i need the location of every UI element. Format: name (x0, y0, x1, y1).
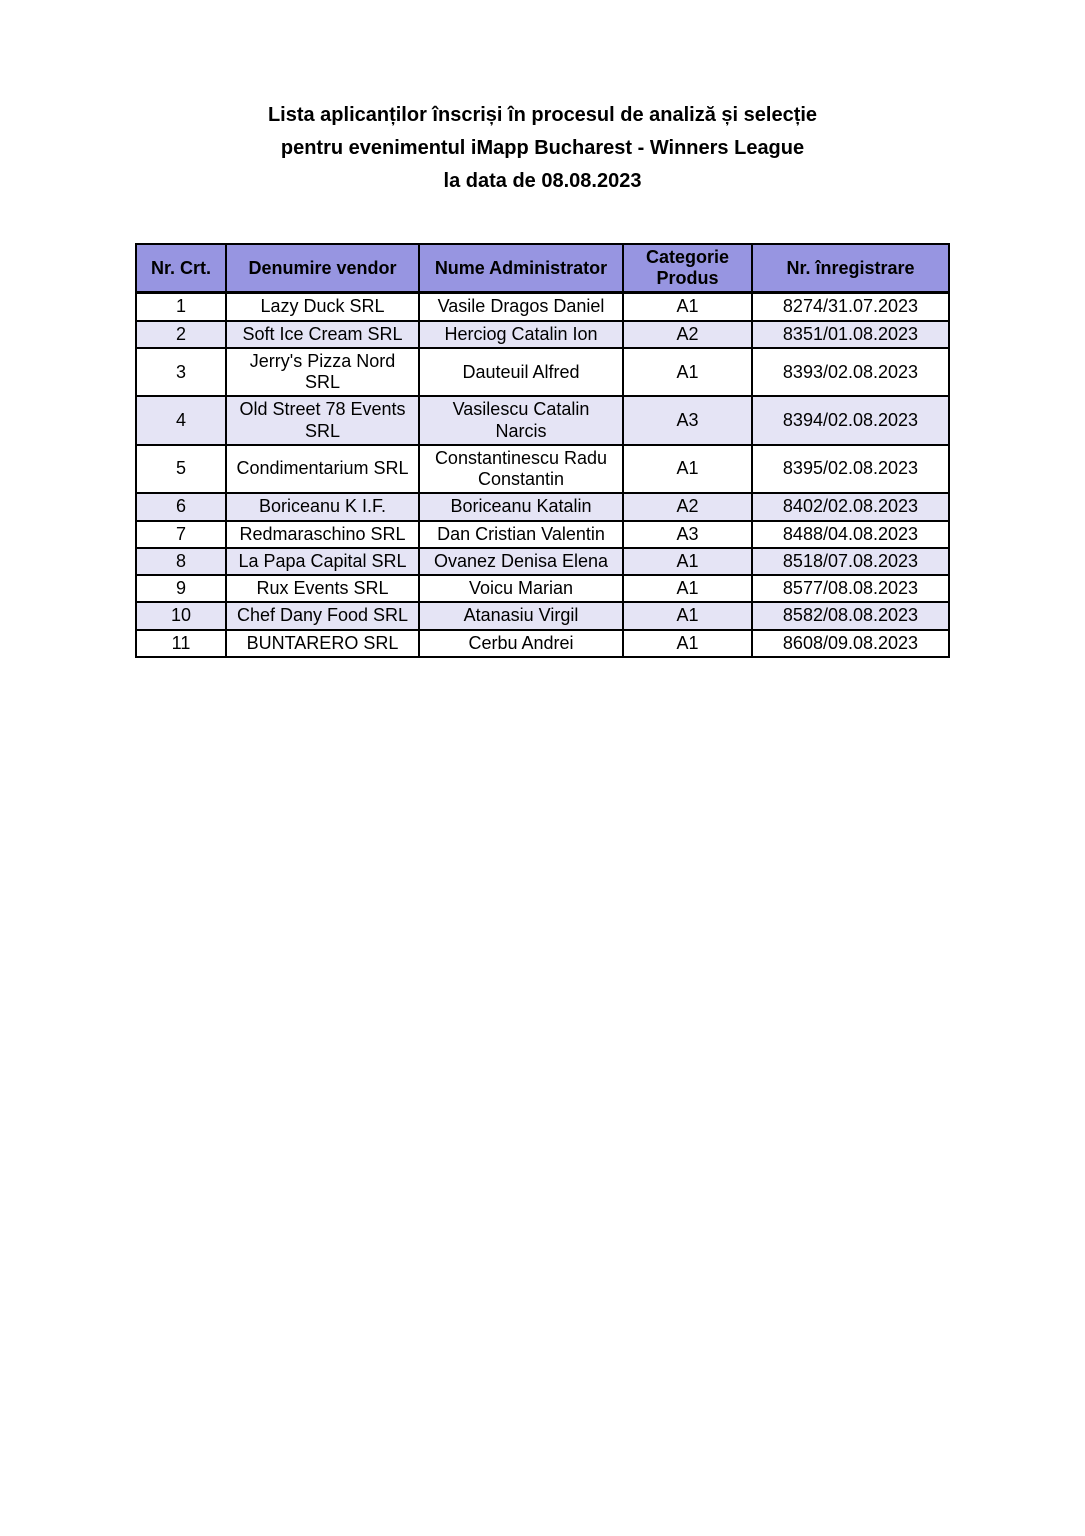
column-header-administrator: Nume Administrator (419, 244, 623, 293)
document-title (0, 0, 1085, 198)
cell-inregistrare: 8393/02.08.2023 (752, 348, 949, 396)
column-header-nr-crt: Nr. Crt. (136, 244, 226, 293)
cell-administrator: Constantinescu Radu Constantin (419, 445, 623, 493)
table-row (136, 396, 949, 444)
table-header-row (136, 244, 949, 293)
cell-administrator: Cerbu Andrei (419, 630, 623, 657)
cell-vendor: Old Street 78 Events SRL (226, 396, 419, 444)
cell-administrator: Boriceanu Katalin (419, 493, 623, 520)
cell-vendor: Lazy Duck SRL (226, 293, 419, 321)
cell-nr-crt: 9 (136, 575, 226, 602)
cell-inregistrare: 8518/07.08.2023 (752, 548, 949, 575)
cell-inregistrare: 8274/31.07.2023 (752, 293, 949, 321)
cell-inregistrare: 8351/01.08.2023 (752, 321, 949, 348)
cell-administrator: Ovanez Denisa Elena (419, 548, 623, 575)
cell-vendor: Condimentarium SRL (226, 445, 419, 493)
cell-vendor: BUNTARERO SRL (226, 630, 419, 657)
cell-administrator: Herciog Catalin Ion (419, 321, 623, 348)
cell-categorie: A1 (623, 575, 752, 602)
table-row (136, 445, 949, 493)
cell-nr-crt: 8 (136, 548, 226, 575)
cell-nr-crt: 3 (136, 348, 226, 396)
cell-categorie: A1 (623, 548, 752, 575)
table-row (136, 293, 949, 321)
title-line-2: pentru evenimentul iMapp Bucharest - Winners League (280, 137, 805, 159)
cell-nr-crt: 1 (136, 293, 226, 321)
cell-categorie: A3 (623, 396, 752, 444)
cell-inregistrare: 8582/08.08.2023 (752, 602, 949, 629)
cell-nr-crt: 7 (136, 521, 226, 548)
cell-vendor: Redmaraschino SRL (226, 521, 419, 548)
cell-administrator: Vasilescu Catalin Narcis (419, 396, 623, 444)
cell-vendor: La Papa Capital SRL (226, 548, 419, 575)
cell-administrator: Atanasiu Virgil (419, 602, 623, 629)
applicants-table (135, 243, 950, 658)
table-row (136, 630, 949, 657)
cell-nr-crt: 10 (136, 602, 226, 629)
cell-vendor: Rux Events SRL (226, 575, 419, 602)
table-row (136, 521, 949, 548)
cell-categorie: A2 (623, 493, 752, 520)
cell-inregistrare: 8577/08.08.2023 (752, 575, 949, 602)
cell-categorie: A1 (623, 630, 752, 657)
cell-inregistrare: 8488/04.08.2023 (752, 521, 949, 548)
cell-administrator: Voicu Marian (419, 575, 623, 602)
cell-administrator: Dauteuil Alfred (419, 348, 623, 396)
table-row (136, 493, 949, 520)
cell-nr-crt: 11 (136, 630, 226, 657)
table-row (136, 602, 949, 629)
cell-inregistrare: 8608/09.08.2023 (752, 630, 949, 657)
cell-nr-crt: 4 (136, 396, 226, 444)
title-line-3: la data de 08.08.2023 (443, 170, 642, 192)
column-header-categorie: Categorie Produs (623, 244, 752, 293)
cell-administrator: Dan Cristian Valentin (419, 521, 623, 548)
cell-inregistrare: 8402/02.08.2023 (752, 493, 949, 520)
cell-nr-crt: 2 (136, 321, 226, 348)
cell-vendor: Chef Dany Food SRL (226, 602, 419, 629)
cell-inregistrare: 8394/02.08.2023 (752, 396, 949, 444)
cell-inregistrare: 8395/02.08.2023 (752, 445, 949, 493)
table-row (136, 575, 949, 602)
cell-categorie: A1 (623, 348, 752, 396)
cell-administrator: Vasile Dragos Daniel (419, 293, 623, 321)
cell-categorie: A3 (623, 521, 752, 548)
cell-vendor: Boriceanu K I.F. (226, 493, 419, 520)
cell-vendor: Jerry's Pizza Nord SRL (226, 348, 419, 396)
cell-categorie: A1 (623, 293, 752, 321)
column-header-inregistrare: Nr. înregistrare (752, 244, 949, 293)
cell-categorie: A2 (623, 321, 752, 348)
title-line-1: Lista aplicanților înscriși în procesul de analiză și selecție (267, 104, 818, 126)
cell-nr-crt: 6 (136, 493, 226, 520)
cell-categorie: A1 (623, 445, 752, 493)
cell-categorie: A1 (623, 602, 752, 629)
table-row (136, 321, 949, 348)
cell-nr-crt: 5 (136, 445, 226, 493)
column-header-vendor: Denumire vendor (226, 244, 419, 293)
cell-vendor: Soft Ice Cream SRL (226, 321, 419, 348)
table-row (136, 548, 949, 575)
table-row (136, 348, 949, 396)
